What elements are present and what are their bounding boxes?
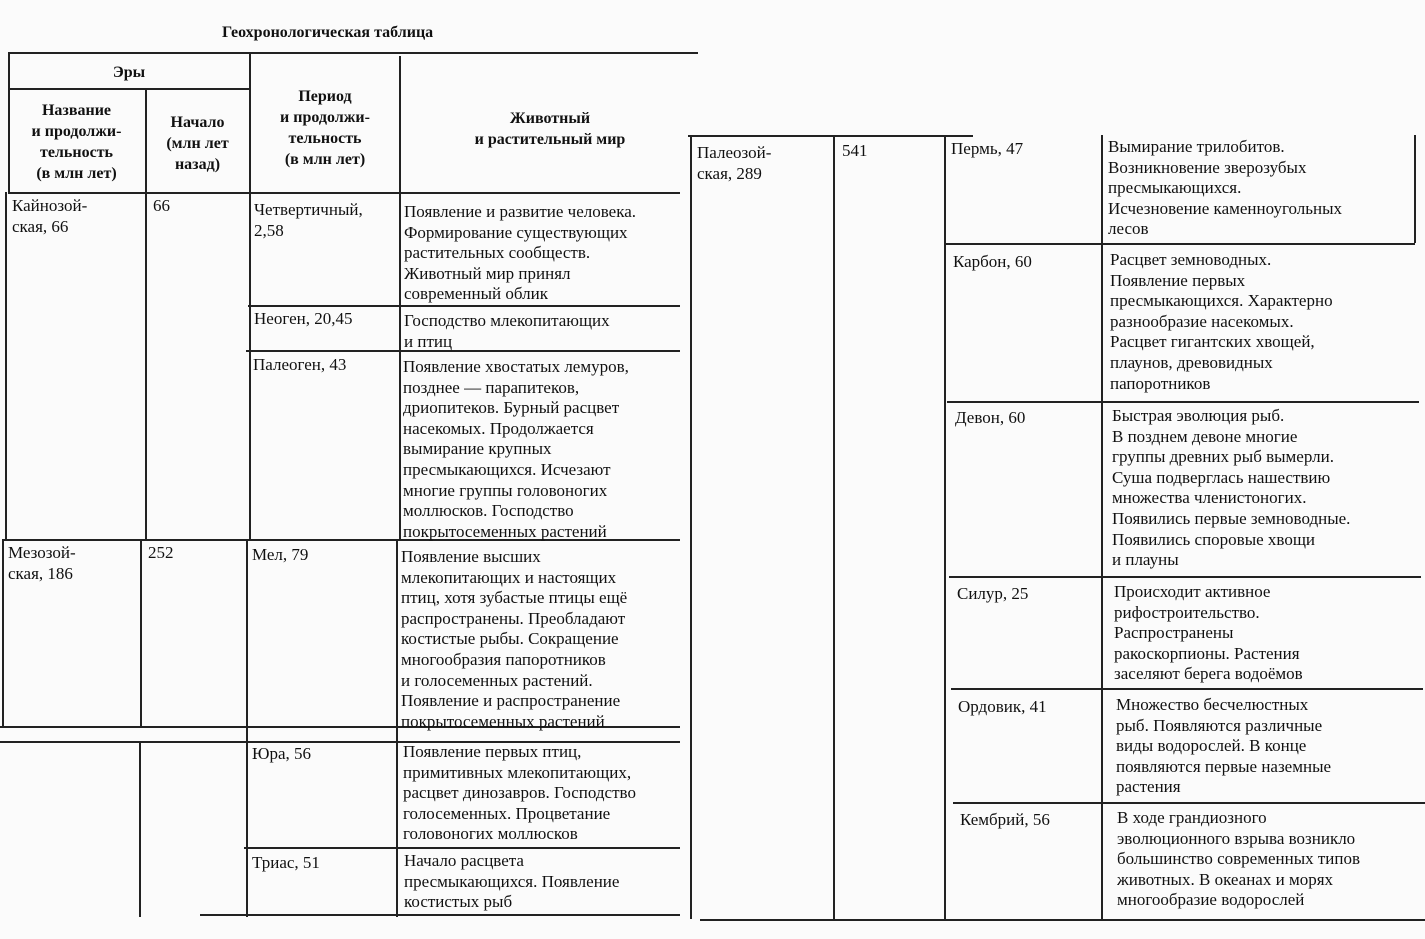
period-quaternary: Четвертичный, 2,58: [254, 200, 363, 240]
grid-line: [246, 539, 248, 917]
period-devonian: Девон, 60: [955, 408, 1026, 427]
period-triassic: Триас, 51: [252, 853, 320, 872]
life-carboniferous: Расцвет земноводных. Появление первых пресмыкающихся. Характерно разнообразие насекомых. Расцвет гигантских хвощей, плаунов, древовидных папоротников: [1110, 250, 1333, 393]
grid-line: [396, 539, 398, 917]
grid-line: [140, 539, 142, 726]
era-start-cenozoic: 66: [153, 196, 170, 215]
grid-line: [944, 135, 946, 919]
grid-line: [8, 88, 250, 90]
grid-line: [8, 192, 680, 194]
grid-line: [951, 688, 1423, 690]
grid-line: [690, 135, 692, 919]
life-cretaceous: Появление высших млекопитающих и настоящих птиц, хотя зубастые птицы ещё распространены. Преобладают костистые рыбы. Сокращение многообразия папоротников и голосеменных растений. Появление и распространение покрытосеменных растений: [401, 547, 628, 731]
header-era-name: Название и продолжи- тельность (в млн лет): [31, 102, 122, 182]
period-paleogene: Палеоген, 43: [253, 355, 347, 374]
header-life: Животный и растительный мир: [474, 110, 626, 148]
period-cretaceous: Мел, 79: [252, 545, 309, 564]
grid-line: [688, 135, 973, 137]
grid-line: [945, 243, 1415, 245]
grid-line: [5, 192, 7, 539]
grid-line: [2, 539, 4, 726]
grid-line: [200, 914, 680, 916]
era-name-mesozoic: Мезозой- ская, 186: [8, 543, 76, 583]
header-period: Период и продолжи- тельность (в млн лет): [280, 88, 370, 168]
grid-line: [949, 576, 1421, 578]
life-cambrian: В ходе грандиозного эволюционного взрыва возникло большинство современных типов животных. В океанах и морях многообразие водорослей: [1117, 808, 1361, 910]
life-ordovician: Множество бесчелюстных рыб. Появляются различные виды водорослей. В конце появляются первые наземные растения: [1116, 695, 1332, 797]
grid-line: [1101, 135, 1103, 919]
life-triassic: Начало расцвета пресмыкающихся. Появление костистых рыб: [404, 851, 620, 912]
era-start-paleozoic: 541: [842, 141, 868, 160]
life-silurian: Происходит активное рифостроительство. Распространены ракоскорпионы. Растения заселяют берега водоёмов: [1114, 582, 1303, 684]
grid-line: [244, 847, 680, 849]
grid-line: [139, 741, 141, 917]
life-jurassic: Появление первых птиц, примитивных млекопитающих, расцвет динозавров. Господство голосеменных. Процветание головоногих моллюсков: [403, 742, 636, 844]
grid-line: [947, 401, 1419, 403]
header-era-start: Начало (млн лет назад): [166, 114, 229, 173]
period-jurassic: Юра, 56: [252, 744, 312, 763]
page-title: Геохронологическая таблица: [222, 24, 434, 41]
period-ordovician: Ордовик, 41: [958, 697, 1047, 716]
life-neogene: Господство млекопитающих и птиц: [404, 311, 610, 351]
header-eras: Эры: [112, 64, 146, 81]
era-name-paleozoic: Палеозой- ская, 289: [697, 143, 772, 183]
period-neogene: Неоген, 20,45: [254, 309, 353, 328]
period-cambrian: Кембрий, 56: [960, 810, 1050, 829]
grid-line: [700, 919, 1425, 921]
era-start-mesozoic: 252: [148, 543, 174, 562]
era-name-cenozoic: Кайнозой- ская, 66: [12, 196, 88, 236]
period-silurian: Силур, 25: [957, 584, 1029, 603]
life-permian: Вымирание трилобитов. Возникновение зверозубых пресмыкающихся. Исчезновение каменноугольных лесов: [1108, 137, 1343, 239]
period-carboniferous: Карбон, 60: [953, 252, 1032, 271]
life-devonian: Быстрая эволюция рыб. В позднем девоне многие группы древних рыб вымерли. Суша подверглась нашествию множества членистоногих. Появились первые земноводные. Появились споровые хвощи и плауны: [1112, 406, 1351, 570]
grid-line: [833, 135, 835, 919]
period-permian: Пермь, 47: [951, 139, 1024, 158]
grid-line: [8, 52, 698, 54]
grid-line: [248, 305, 680, 307]
grid-line: [953, 802, 1425, 804]
life-paleogene: Появление хвостатых лемуров, позднее — парапитеков, дриопитеков. Бурный расцвет насекомых. Продолжается вымирание крупных пресмыкающихся. Исчезают многие группы головоногих моллюсков. Господство покрытосеменных растений: [403, 357, 629, 541]
life-quaternary: Появление и развитие человека. Формирование существующих растительных сообществ. Животный мир принял современный облик: [404, 202, 636, 304]
